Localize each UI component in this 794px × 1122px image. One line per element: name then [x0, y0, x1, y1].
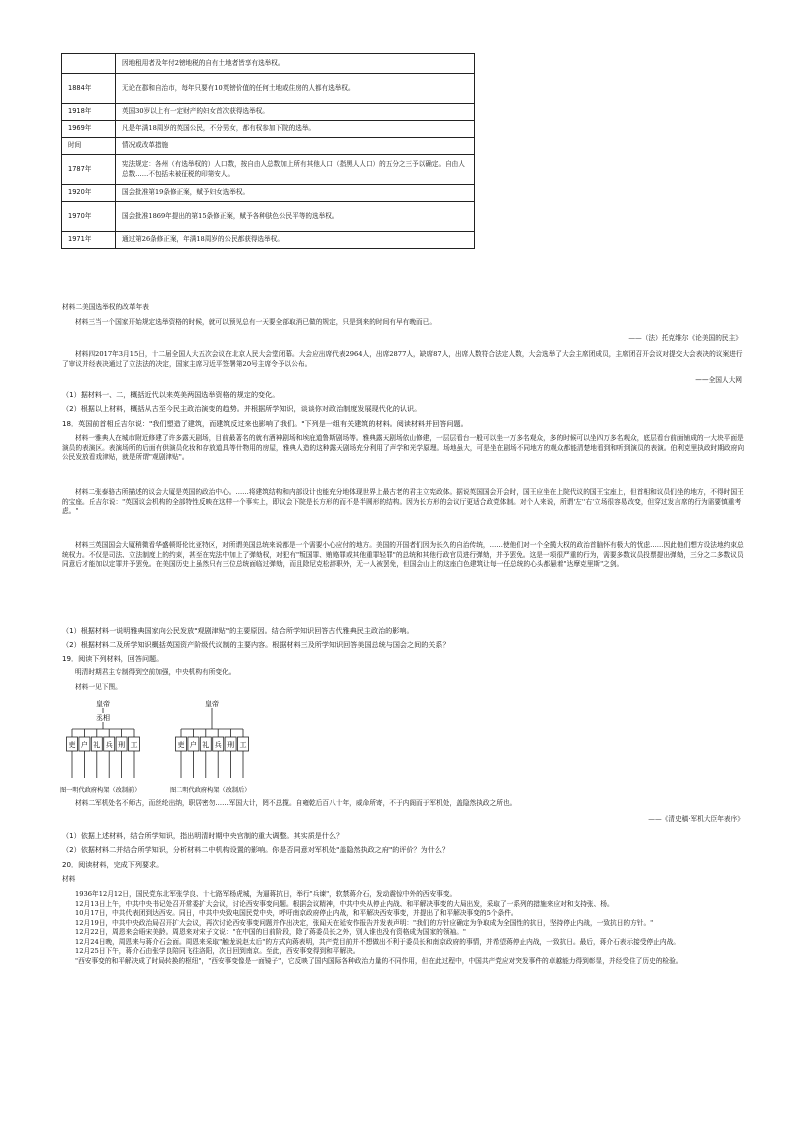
table-cell-year: 时间	[62, 138, 116, 155]
table-row	[62, 232, 475, 249]
ministry-label: 刑	[227, 741, 235, 749]
question-17-1: （1）据材料一、二，概括近代以来英美两国选举资格的规定的变化。	[62, 390, 280, 399]
ministry-label: 户	[80, 741, 88, 749]
table-cell-text: 无论在郡和自治市，每年只要有10英镑价值的任何土地或住房的人都有选举权。	[116, 74, 475, 104]
diagram-right-emperor: 皇帝	[205, 700, 219, 708]
table-cell-year: 1884年	[62, 74, 116, 104]
diagram-caption-right: 图二明代政府构架（改制后）	[170, 787, 251, 794]
diagram-after-reform	[176, 699, 249, 778]
material-paragraph: 12月13日上午，中共中央书记处召开常委扩大会议，讨论西安事变问题。根据会议精神，中共中央从停止内战、和平解决事变的大局出发，采取了一系列的措施来应对和支持张、杨。	[75, 899, 614, 908]
table-cell-year	[62, 54, 116, 74]
table-cell-text: 国会批准第19条修正案，赋予妇女选举权。	[116, 185, 475, 202]
ministry-label: 兵	[214, 741, 222, 749]
question-19-intro: 明清时期君主专制得到空前加强，中央机构有所变化。	[75, 668, 236, 676]
diagram-caption-left: 图一明代政府构架（改制前）	[60, 787, 141, 794]
table-cell-year: 1969年	[62, 121, 116, 138]
table-row	[62, 202, 475, 232]
question-19-1: （1）依据上述材料，结合所学知识，指出明清时期中央官制的重大调整。其实质是什么？	[62, 831, 344, 840]
table-row	[62, 138, 475, 155]
question-18-material3: 材料三英国国会大厦稍微看华盛顿哥伦比亚特区，对所谓美国总统来说都是一个需要小心应付的地方。美国的开国者们因为长久的自治传统，……使他们对一个全揽大权的政治首脑怀有极大的忧虑……因此他们想方设法地约束总统权力。不仅是司法、立法制度上的约束，甚至在宪法中加上了弹劾权，对犯有"叛国罪、贿赂罪或其他重罪轻罪"的总统和其他行政官员进行弹劾，并予罢免。这是一项很严重的行为，需要多数议员投票提出弹劾，三分之二多数议员同意后才能加以定罪并予罢免。在美国历史上虽然只有三位总统面临过弹劾，而且除尼克松辞职外，无一人被罢免，但国会山上的这座白色建筑让每一任总统的心头都悬着"达摩克里斯"之剑。	[62, 541, 744, 569]
ministry-label: 礼	[93, 741, 101, 749]
material-paragraph: 12月24日晚，周恩来与蒋介石会面。周恩来采取"触龙说赵太后"的方式向蒋表明，共产党目前并不想做出不利于委员长和南京政府的事情，并希望蒋停止内战，一致抗日。最后，蒋介石表示接受停止内战。	[75, 937, 680, 946]
table-cell-year: 1787年	[62, 155, 116, 185]
question-18-material1: 材料一雅典人在城市附近修建了许多露天剧场，目前最著名的就有酒神剧场和埃庇道鲁斯剧场等。雅典露天剧场依山修建，一层层看台一般可以坐一万多名观众，多的时候可以坐四万多名观众，底层看台前面铺成的一大块平面是演员的表演区。表演场所的后面有供演员化妆和存放道具等什物用的房屋，雅典人造的这种露天剧场充分利用了声学和光学原理。场地虽大，可是坐在剧场不同地方的观众都能清楚地看到和听到演员的表演。伯利克里执政时期政府向公民发放看戏津贴，就是所谓"观剧津贴"。	[62, 434, 745, 462]
material-conclusion: "西安事变的和平解决成了时局转换的枢纽"，"西安事变像是一面镜子"，它反映了国内国际各种政治力量的不同作用，但在此过程中，中国共产党应对突发事件的卓越能力得到彰显，并经受住了历史的检验。	[75, 956, 683, 965]
diagram-left-chancellor: 丞相	[96, 714, 110, 722]
question-18-material2: 材料二张泰骆古所描述的议会大厦是英国的政治中心。……将建筑结构和内部设计也能充分地体现世界上最古老的君主立宪政体。据说英国国会开会时，国王应坐在上院代议的国王宝座上，但首相和议员们坐的地方，不得时国王的宝座。丘吉尔说："英国议会机构的全部特性反映在这样一个事实上，即议会下院是长方形的而不是半圆形的结构。因为长方形的会议厅更适合政党体制。对个人来说，所谓'左''右'立场很容易改变，但穿过发言席的行为需要慎重考虑。"	[62, 488, 744, 516]
material2-caption: 材料二美国选举权的改革年表	[62, 303, 149, 311]
ministry-label: 工	[239, 741, 247, 749]
table-cell-text: 宪法规定：各州（有选举权的）人口数，按自由人总数加上所有其他人口（指黑人人口）的五分之三予以确定。自由人总数……不包括未被征税的印第安人。	[116, 155, 475, 185]
question-19-title: 19．阅读下列材料，回答问题。	[62, 654, 164, 663]
ministry-label: 户	[189, 741, 197, 749]
ministry-label: 刑	[118, 741, 126, 749]
table-cell-year: 1971年	[62, 232, 116, 249]
table-row	[62, 74, 475, 104]
material-paragraph: 10月17日，中共代表团到达西安。同日，中共中央致电国民党中央，呼吁南京政府停止内战，和平解决西安事变，并提出了和平解决事变的5个条件。	[75, 909, 518, 918]
question-19-material2-source: ——《清史稿·军机大臣年表序》	[648, 815, 744, 823]
material4-text: 材料四2017年3月15日，十二届全国人大五次会议在北京人民大会堂闭幕。大会应出席代表2964人，出席2877人，缺席87人，出席人数符合法定人数，大会选举了大会主席团成员，主席团召开会议对提交大会表决的议案进行了审议并经表决通过了立法法的决定，国家主席习近平签署第20号主席令予以公布。	[62, 350, 743, 368]
question-19-material1: 材料一见下图。	[75, 683, 122, 691]
material3-text: 材料三当一个国家开始规定选举资格的时候，就可以预见总有一天要全部取消已做的规定，只是到来的时间有早有晚而已。	[75, 318, 437, 326]
ming-government-diagram	[58, 696, 348, 794]
question-18-title: 18．英国前首相丘吉尔说："我们塑造了建筑，而建筑反过来也影响了我们。"下列是一组有关建筑的材料。阅读材料并回答问题。	[62, 419, 468, 428]
ministry-label: 吏	[177, 741, 185, 749]
table-row	[62, 185, 475, 202]
table-row	[62, 121, 475, 138]
diagram-before-reform	[67, 699, 140, 778]
table-cell-text: 因地租用者及年付2镑地税的自有土地者皆享有选举权。	[116, 54, 475, 74]
table-cell-text: 凡是年满18周岁的英国公民，不分男女，都有权参加下院的选举。	[116, 121, 475, 138]
material-paragraph: 12月25日下午，蒋介石由张学良陪同飞往洛阳，次日回到南京。至此，西安事变得到和平解决。	[75, 947, 360, 956]
material-paragraph: 12月22日，周恩来会晤宋美龄。周恩来对宋子文说："在中国的目前阶段，除了蒋委员长之外，别人谁也没有资格成为国家的领袖。"	[75, 928, 466, 937]
question-20-title: 20．阅读材料，完成下列要求。	[62, 860, 164, 869]
question-18-2: （2）根据材料二及所学知识概括英国资产阶级代议制的主要内容。根据材料三及所学知识回答美国总统与国会之间的关系？	[62, 640, 450, 649]
question-17-2: （2）根据以上材料，概括从古至今民主政治演变的趋势。并根据所学知识，谈谈你对政治制度发展现代化的认识。	[62, 404, 422, 413]
ministry-label: 吏	[68, 741, 76, 749]
election-reform-table	[61, 53, 475, 249]
table-cell-year: 1970年	[62, 202, 116, 232]
ministry-label: 礼	[202, 741, 210, 749]
table-cell-text: 国会批准1869年提出的第15条修正案，赋予各种肤色公民平等的选举权。	[116, 202, 475, 232]
question-20-material	[62, 890, 746, 966]
table-row	[62, 54, 475, 74]
table-cell-text: 情况或改革措施	[116, 138, 475, 155]
material3-source: ——（法）托克维尔《论美国的民主》	[628, 334, 742, 342]
table-cell-text: 英国30岁以上有一定财产的妇女首次获得选举权。	[116, 104, 475, 121]
material4-source: ——全国人大网	[695, 376, 742, 384]
material-paragraph: 12月19日，中共中央政治局召开扩大会议，再次讨论西安事变问题并作出决定，张闻天在延安作报告并发表声明："我们的方针应确定为争取成为全国性的抗日，坚持停止内战，一致抗日的方针。"	[75, 918, 654, 927]
material-paragraph: 1936年12月12日，国民党东北军张学良、十七路军杨虎城，为逼蒋抗日，举行"兵谏"，软禁蒋介石，发动震惊中外的西安事变。	[75, 890, 457, 898]
question-19-2: （2）依据材料二并结合所学知识，分析材料二中机构设置的影响。你是否同意对军机处"盖隐然执政之府"的评价？为什么？	[62, 845, 450, 854]
diagram-left-emperor: 皇帝	[96, 700, 110, 708]
table-cell-text: 通过第26条修正案，年满18周岁的公民都获得选举权。	[116, 232, 475, 249]
ministry-label: 工	[130, 741, 138, 749]
question-20-label: 材料	[62, 875, 76, 883]
question-19-material2: 材料二军机处名不师古，而丝纶出纳，职居密勿……军国大计，罔不总揽。自雍乾后百八十年，威命所寄，不于内阁而于军机处，盖隐然执政之所也。	[75, 799, 517, 807]
table-row	[62, 104, 475, 121]
table-cell-year: 1918年	[62, 104, 116, 121]
table-row	[62, 155, 475, 185]
table-cell-year: 1920年	[62, 185, 116, 202]
question-18-1: （1）根据材料一说明雅典国家向公民发放"观剧津贴"的主要原因。结合所学知识回答古代雅典民主政治的影响。	[62, 626, 414, 635]
ministry-label: 兵	[105, 741, 113, 749]
